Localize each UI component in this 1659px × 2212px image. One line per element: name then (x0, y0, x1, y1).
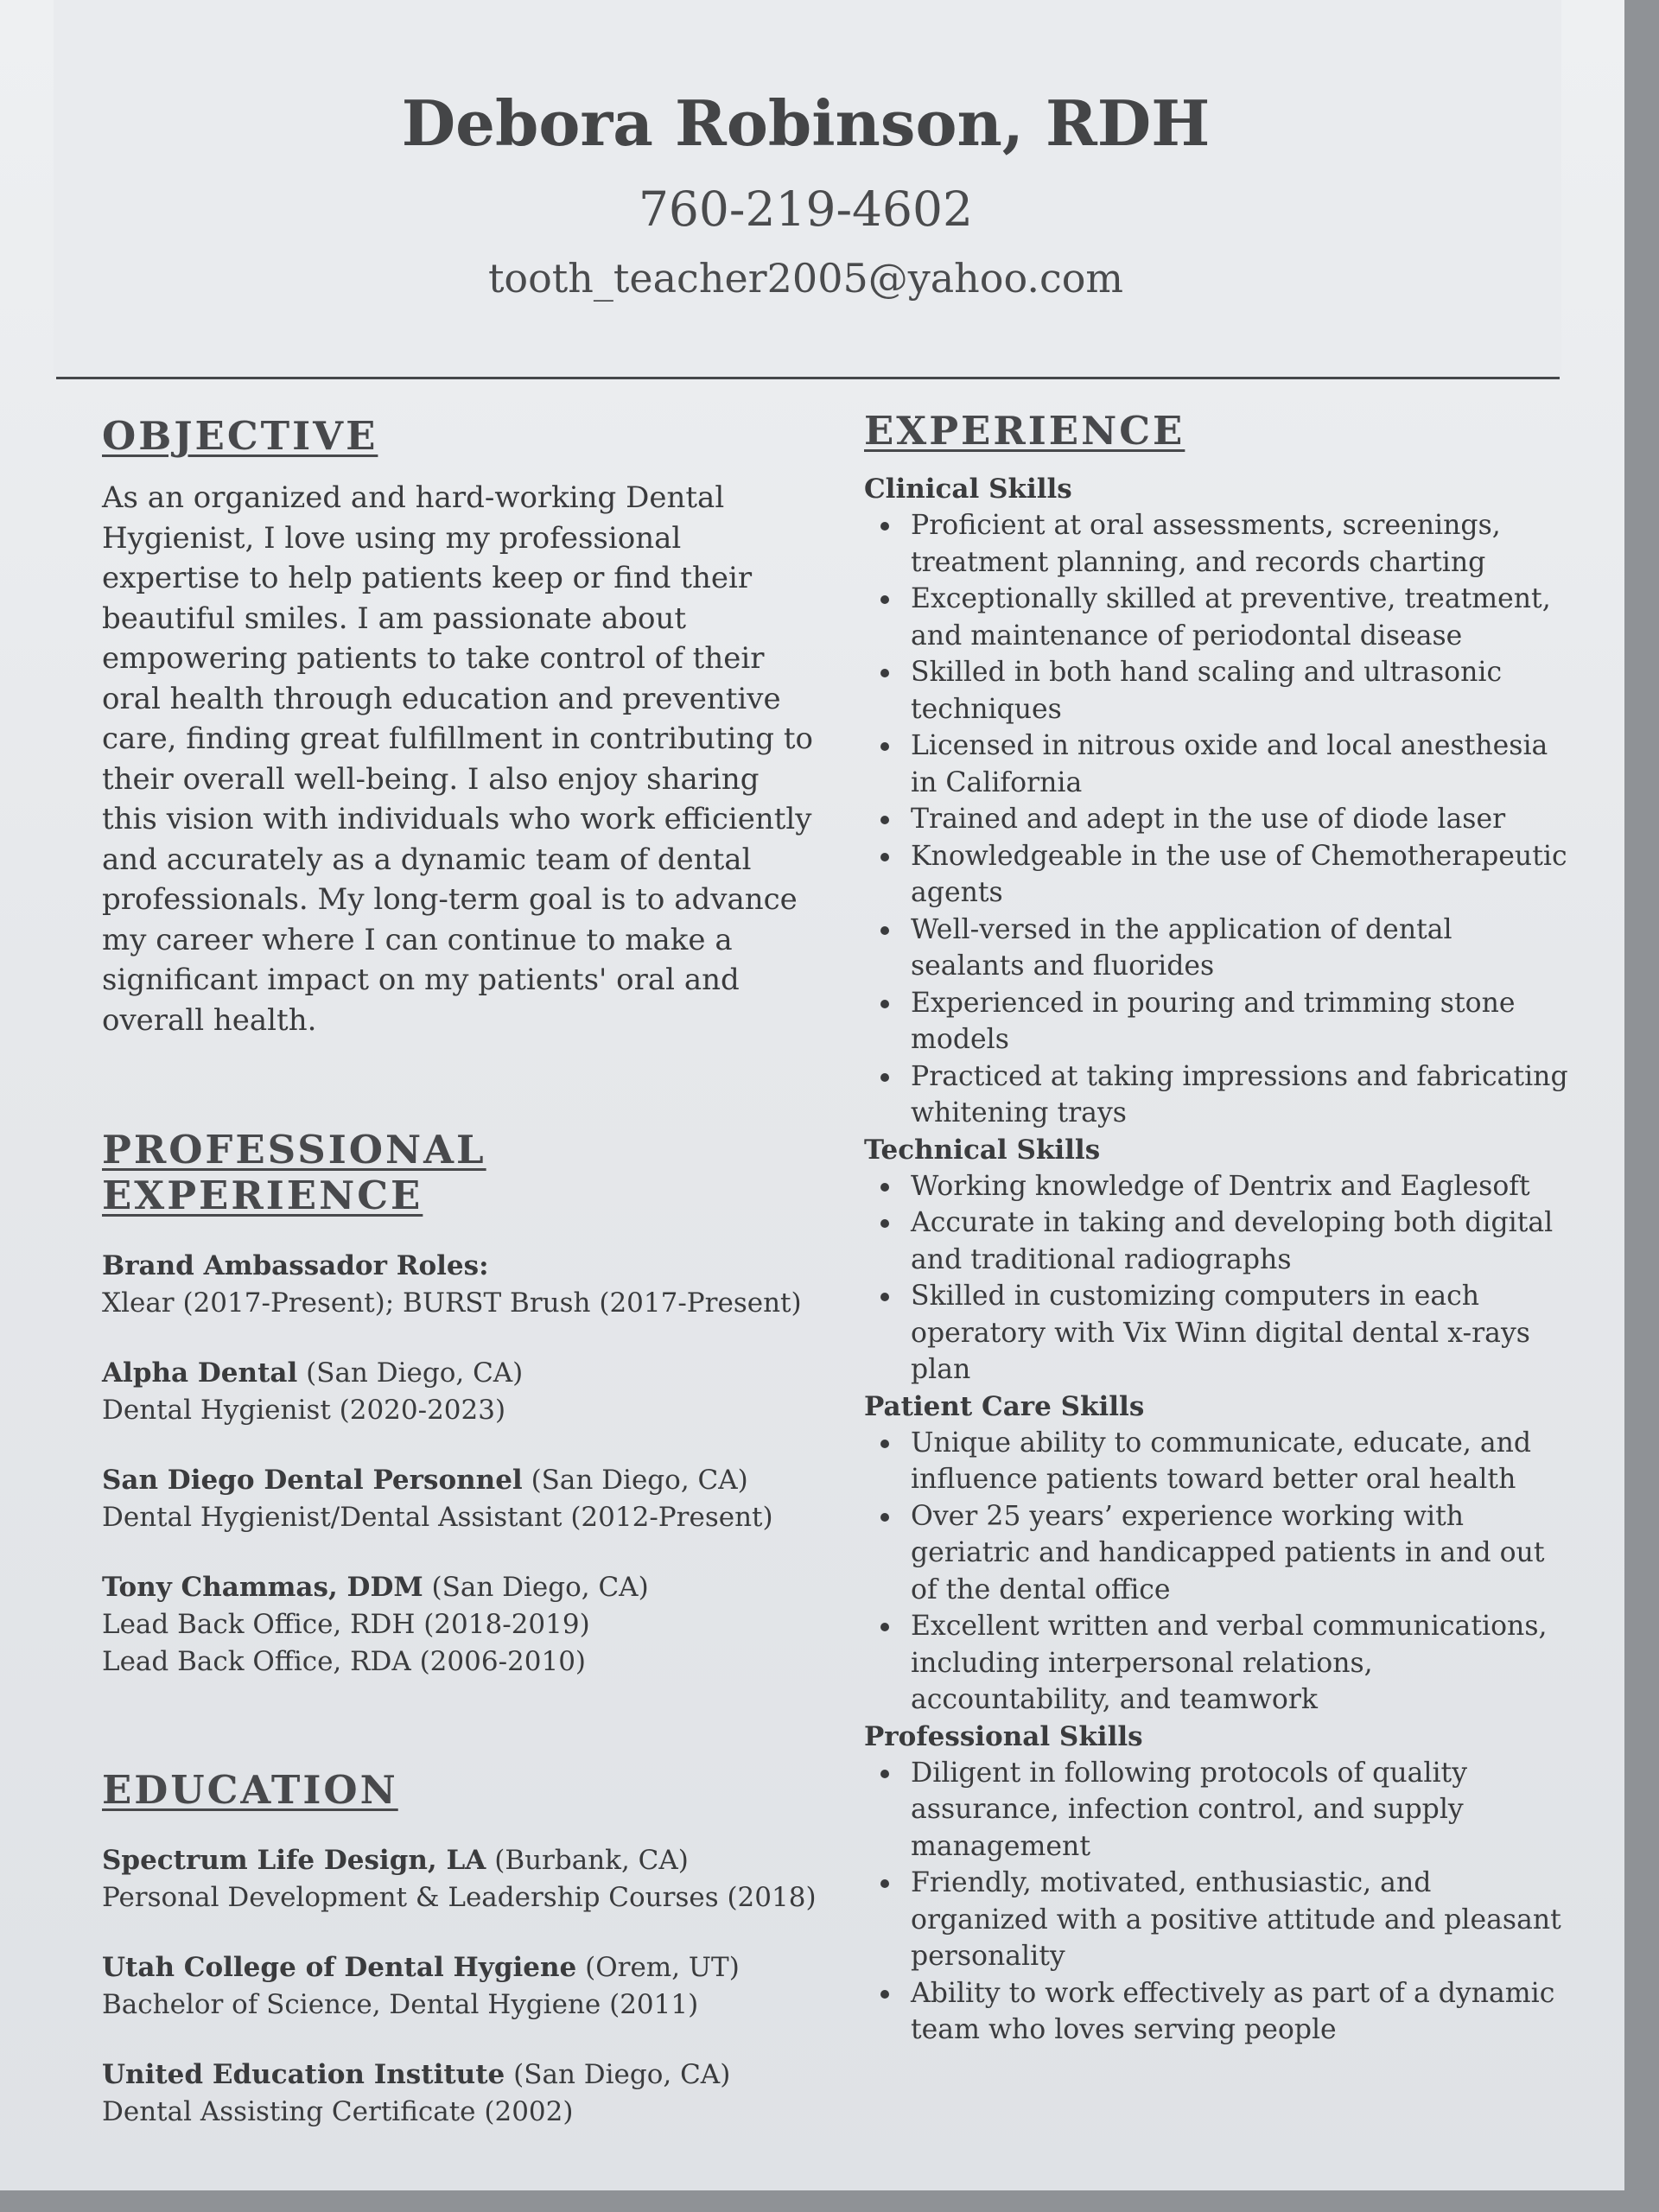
skill-item: Practiced at taking impressions and fabricating whitening trays (911, 1058, 1573, 1132)
entry-detail: Dental Hygienist/Dental Assistant (2012-Present) (102, 1502, 773, 1533)
skill-item: Licensed in nitrous oxide and local anesthesia in California (911, 728, 1573, 801)
entry-organization: Spectrum Life Design, LA (102, 1845, 486, 1876)
entry-detail: Lead Back Office, RDH (2018-2019) (102, 1609, 590, 1640)
phone-number: 760-219-4602 (638, 181, 974, 237)
education-list (102, 1842, 819, 2131)
professional-experience-list (102, 1248, 819, 1681)
skill-list (864, 1755, 1573, 2049)
entry-heading (102, 1462, 819, 1499)
skill-item: Skilled in customizing computers in each operatory with Vix Winn digital dental x-rays plan (911, 1278, 1573, 1389)
skill-group-title: Clinical Skills (864, 474, 1072, 505)
entry (102, 1462, 819, 1536)
entry-location: (Burbank, CA) (494, 1845, 689, 1876)
skill-group-title: Technical Skills (864, 1134, 1101, 1166)
entry-detail: Xlear (2017-Present); BURST Brush (2017-Present) (102, 1287, 802, 1319)
entry-detail: Dental Hygienist (2020-2023) (102, 1395, 506, 1426)
entry-organization: United Education Institute (102, 2059, 505, 2090)
skill-item: Experienced in pouring and trimming stone models (911, 985, 1573, 1058)
entry (102, 1569, 819, 1681)
professional-experience-title: PROFESSIONAL EXPERIENCE (102, 1127, 486, 1218)
entry (102, 1842, 819, 1916)
skill-group-title: Patient Care Skills (864, 1390, 1145, 1422)
entry-organization: San Diego Dental Personnel (102, 1465, 523, 1496)
entry-organization: Brand Ambassador Roles: (102, 1250, 489, 1281)
header-divider (56, 377, 1560, 379)
skill-item: Accurate in taking and developing both digital and traditional radiographs (911, 1205, 1573, 1278)
entry-detail: Dental Assisting Certificate (2002) (102, 2096, 574, 2127)
email-address: tooth_teacher2005@yahoo.com (487, 255, 1124, 302)
skill-item: Diligent in following protocols of quality assurance, infection control, and supply management (911, 1755, 1573, 1866)
entry-location: (San Diego, CA) (306, 1357, 524, 1389)
skill-item: Well-versed in the application of dental sealants and fluorides (911, 912, 1573, 985)
skill-item: Over 25 years’ experience working with geriatric and handicapped patients in and out of the dental office (911, 1498, 1573, 1609)
skill-group (864, 1389, 1573, 1719)
skill-item: Ability to work effectively as part of a dynamic team who loves serving people (911, 1975, 1573, 2049)
entry-heading (102, 1569, 819, 1606)
entry-organization: Tony Chammas, DDM (102, 1572, 423, 1603)
skill-item: Excellent written and verbal communications, including interpersonal relations, accountability, and teamwork (911, 1608, 1573, 1719)
entry (102, 1949, 819, 2024)
skill-item: Working knowledge of Dentrix and Eaglesoft (911, 1168, 1573, 1205)
objective-text: As an organized and hard-working Dental Hygienist, I love using my professional expertise to help patients keep or find their beautiful smiles. I am passionate about empowering patients to take control of their oral health through education and preventive care, finding great fulfillment in contributing to their overall well-being. I also enjoy sharing this vision with individuals who work efficiently and accurately as a dynamic team of dental professionals. My long-term goal is to advance my career where I can continue to make a significant impact on my patients' oral and overall health. (102, 480, 813, 1038)
entry-heading (102, 1949, 819, 1986)
skill-list (864, 1425, 1573, 1719)
entry-heading (102, 2056, 819, 2094)
entry-location: (San Diego, CA) (531, 1465, 748, 1496)
entry (102, 2056, 819, 2131)
professional-experience-section (102, 1127, 819, 1681)
skill-groups (864, 471, 1573, 2049)
skill-item: Friendly, motivated, enthusiastic, and organized with a positive attitude and pleasant personality (911, 1865, 1573, 1975)
entry-organization: Alpha Dental (102, 1357, 298, 1389)
entry-heading (102, 1248, 819, 1285)
skill-item: Knowledgeable in the use of Chemotherapeutic agents (911, 838, 1573, 912)
entry-location: (Orem, UT) (585, 1952, 740, 1983)
experience-title: EXPERIENCE (864, 408, 1185, 454)
entry-detail: Personal Development & Leadership Courses (2018) (102, 1882, 817, 1913)
skill-group-title: Professional Skills (864, 1720, 1143, 1752)
skill-list (864, 507, 1573, 1132)
right-column (864, 408, 1573, 2049)
objective-section (102, 413, 819, 1040)
entry-heading (102, 1842, 819, 1879)
skill-item: Trained and adept in the use of diode laser (911, 801, 1573, 838)
skill-list (864, 1168, 1573, 1389)
left-column (102, 413, 819, 2164)
entry-location: (San Diego, CA) (431, 1572, 649, 1603)
skill-item: Proficient at oral assessments, screenings, treatment planning, and records charting (911, 507, 1573, 581)
skill-group (864, 1132, 1573, 1389)
skill-item: Skilled in both hand scaling and ultrasonic techniques (911, 654, 1573, 728)
entry-detail: Lead Back Office, RDA (2006-2010) (102, 1646, 587, 1677)
skill-group (864, 1719, 1573, 2049)
candidate-name: Debora Robinson, RDH (401, 86, 1211, 160)
education-section (102, 1767, 819, 2131)
skill-group (864, 471, 1573, 1132)
entry (102, 1248, 819, 1322)
entry-organization: Utah College of Dental Hygiene (102, 1952, 577, 1983)
skill-item: Exceptionally skilled at preventive, treatment, and maintenance of periodontal disease (911, 581, 1573, 654)
skill-item: Unique ability to communicate, educate, and influence patients toward better oral health (911, 1425, 1573, 1498)
objective-title: OBJECTIVE (102, 413, 378, 459)
entry-location: (San Diego, CA) (513, 2059, 731, 2090)
education-title: EDUCATION (102, 1767, 398, 1813)
entry-heading (102, 1355, 819, 1392)
entry-detail: Bachelor of Science, Dental Hygiene (2011) (102, 1989, 699, 2020)
entry (102, 1355, 819, 1429)
